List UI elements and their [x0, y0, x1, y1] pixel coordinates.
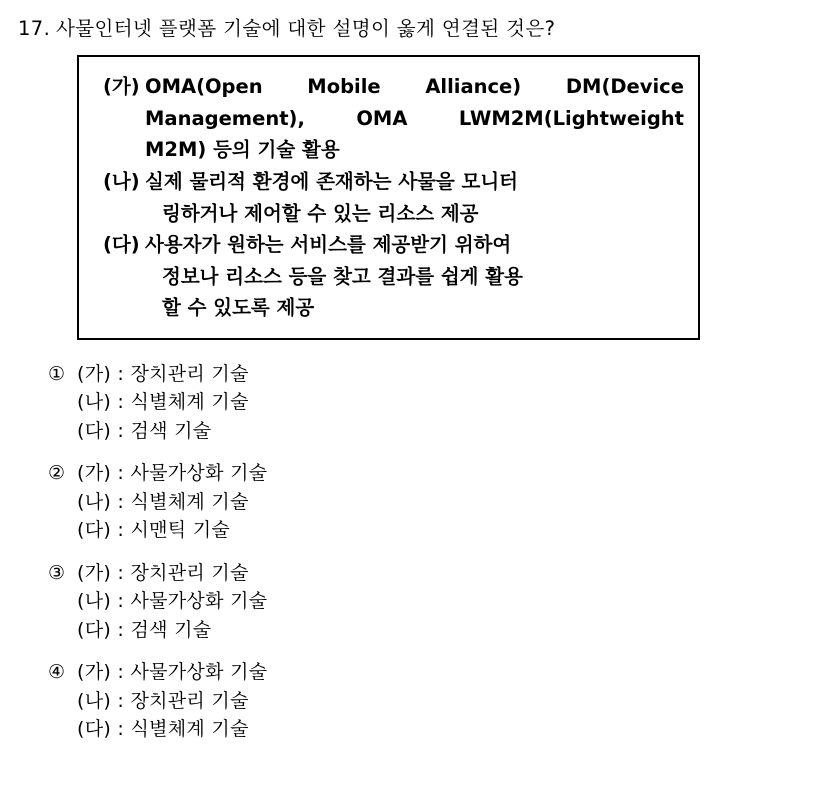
passage-word: Management),	[145, 106, 305, 130]
choice-content	[77, 658, 808, 744]
passage-item-body	[145, 166, 684, 229]
passage-item-label: (나)	[103, 169, 140, 193]
choice-marker: ②	[48, 462, 66, 485]
choice-line: (다) : 검색 기술	[77, 419, 212, 442]
choice-line: (다) : 식별체계 기술	[77, 718, 249, 741]
passage-line: 정보나 리소스 등을 찾고 결과를 쉽게 활용	[162, 264, 523, 288]
choice-line: (가) : 사물가상화 기술	[77, 462, 268, 485]
choice-marker: ③	[48, 561, 66, 584]
choice-line: (다) : 시맨틱 기술	[77, 519, 231, 542]
passage-line: 사용자가 원하는 서비스를 제공받기 위하여	[145, 233, 512, 257]
passage-line: 실제 물리적 환경에 존재하는 사물을 모니터	[145, 169, 519, 193]
passage-item	[91, 229, 684, 324]
choice-content	[77, 360, 808, 446]
passage-item	[91, 71, 684, 166]
passage-line	[145, 103, 684, 135]
passage-word: LWM2M(Lightweight	[458, 106, 684, 130]
passage-line: M2M) 등의 기술 활용	[145, 138, 340, 162]
choice-marker: ①	[48, 362, 66, 385]
passage-box	[77, 55, 700, 340]
question-number: 17.	[18, 17, 51, 40]
choice-1[interactable]	[48, 360, 808, 446]
passage-item-body	[145, 229, 684, 324]
passage-word: Alliance)	[425, 75, 522, 99]
passage-item-label: (다)	[103, 233, 140, 257]
passage-line	[145, 71, 684, 103]
choice-line: (가) : 장치관리 기술	[77, 362, 249, 385]
passage-word: DM(Device	[565, 75, 684, 99]
passage-item-body	[145, 71, 684, 166]
passage-word: Mobile	[307, 75, 381, 99]
passage-item	[91, 166, 684, 229]
passage-line: 링하거나 제어할 수 있는 리소스 제공	[162, 201, 479, 225]
passage-item-label: (가)	[103, 75, 140, 99]
passage-word: OMA(Open	[145, 75, 263, 99]
choice-line: (다) : 검색 기술	[77, 618, 212, 641]
choice-line: (나) : 식별체계 기술	[77, 490, 249, 513]
choice-content	[77, 459, 808, 545]
passage-line: 할 수 있도록 제공	[162, 296, 315, 320]
passage-word: OMA	[356, 106, 408, 130]
question-text: 사물인터넷 플랫폼 기술에 대한 설명이 옳게 연결된 것은?	[56, 17, 556, 40]
choice-line: (가) : 사물가상화 기술	[77, 661, 268, 684]
choice-line: (나) : 장치관리 기술	[77, 689, 249, 712]
choice-content	[77, 559, 808, 645]
choice-line: (나) : 사물가상화 기술	[77, 590, 268, 613]
choice-3[interactable]	[48, 559, 808, 645]
choice-4[interactable]	[48, 658, 808, 744]
choice-line: (가) : 장치관리 기술	[77, 561, 249, 584]
choice-2[interactable]	[48, 459, 808, 545]
choice-line: (나) : 식별체계 기술	[77, 391, 249, 414]
choice-marker: ④	[48, 661, 66, 684]
question-stem	[18, 14, 808, 43]
answer-choices	[18, 360, 808, 744]
